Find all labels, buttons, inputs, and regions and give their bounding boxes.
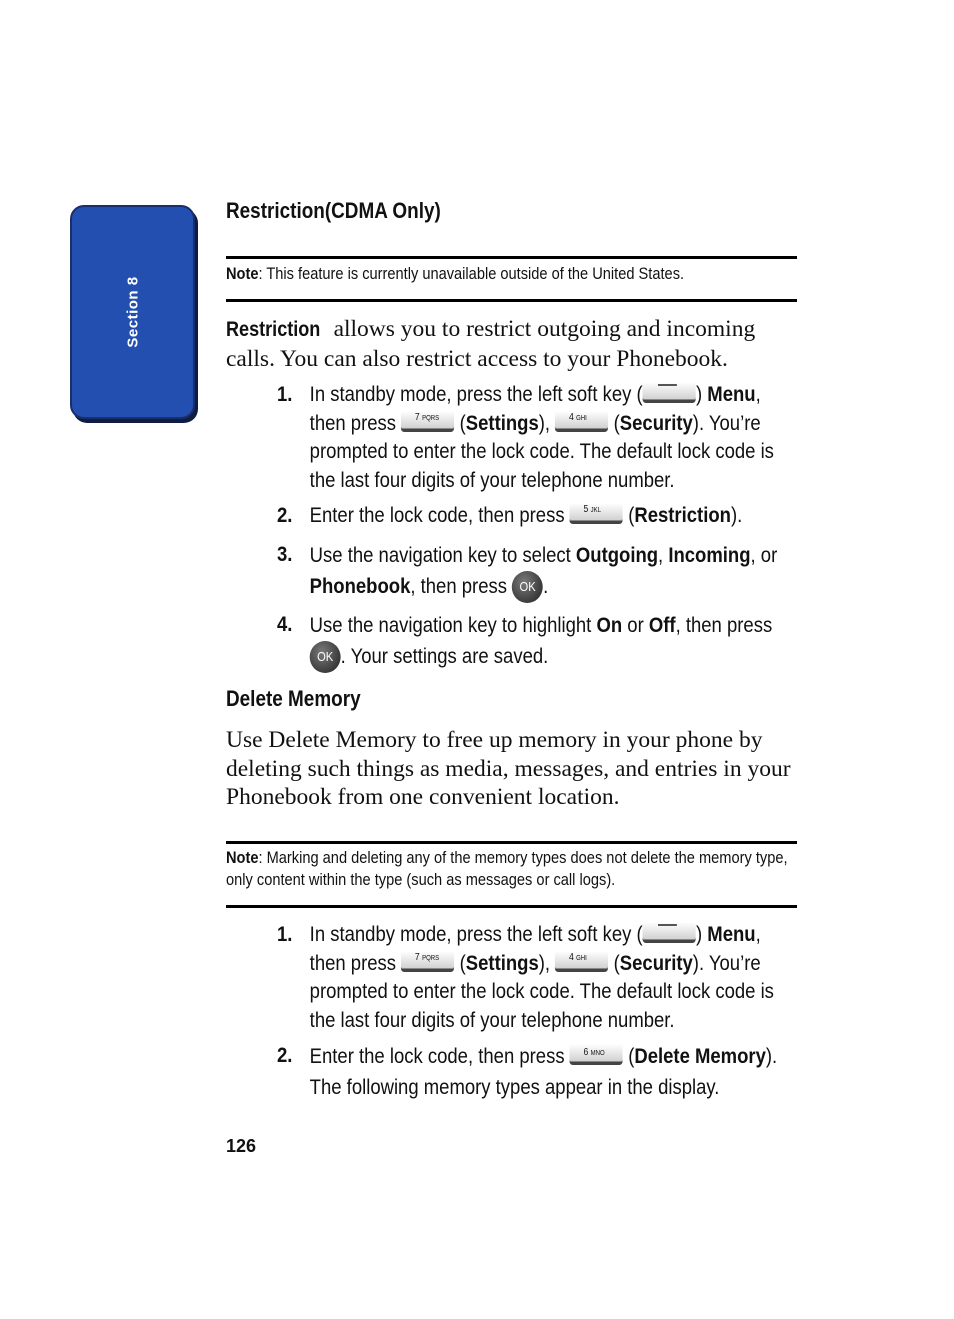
off-label: Off — [648, 613, 676, 637]
key-4-icon: 4 GHI — [555, 951, 608, 972]
step-number: 2. — [277, 1043, 293, 1067]
step-text: then press — [309, 950, 397, 975]
settings-label: Settings — [465, 950, 539, 975]
note-text: : This feature is currently unavailable outside of the United States. — [258, 264, 685, 283]
step-text: In standby mode, press the left soft key ( — [309, 922, 643, 946]
restriction-note — [226, 263, 794, 285]
security-label: Security — [619, 950, 693, 975]
step-text: ). You’re prompted to enter the lock code. The default lock code is the last four digits of your telephone number. — [309, 410, 774, 492]
step-number: 1. — [277, 382, 293, 406]
step-text: Enter the lock code, then press — [309, 1044, 565, 1068]
step-number: 4. — [277, 612, 293, 636]
delete-memory-label: Delete Memory — [634, 1044, 766, 1068]
left-soft-key-icon — [643, 382, 696, 403]
phonebook-label: Phonebook — [309, 574, 411, 598]
restriction-label: Restriction — [634, 503, 731, 527]
note-rule-top — [226, 256, 797, 259]
step-text: Use the navigation key to highlight — [309, 613, 592, 637]
note-label: Note — [226, 264, 259, 283]
settings-label: Settings — [465, 410, 539, 435]
incoming-label: Incoming — [668, 543, 751, 567]
step-text: . Your settings are saved. — [340, 644, 549, 668]
note-rule-bottom — [226, 299, 797, 302]
restriction-heading: Restriction(CDMA Only) — [226, 198, 441, 223]
key-7-icon: 7 PQRS — [401, 411, 454, 432]
step-number: 3. — [277, 542, 293, 566]
page-number: 126 — [226, 1136, 257, 1156]
menu-label: Menu — [707, 382, 756, 406]
note-text: : Marking and deleting any of the memory types does not delete the memory type, only content within the type (such as messages or call logs). — [226, 848, 788, 889]
key-6-icon: 6 MNO — [570, 1044, 623, 1065]
note-rule-bottom — [226, 905, 797, 908]
step-number: 1. — [277, 922, 293, 946]
step-text: In standby mode, press the left soft key ( — [309, 382, 643, 406]
section-label: Section 8 — [124, 276, 141, 348]
step-text: Enter the lock code, then press — [309, 503, 565, 527]
ok-key-icon: OK — [512, 571, 543, 603]
ok-key-icon: OK — [310, 641, 341, 673]
delete-memory-heading: Delete Memory — [226, 686, 361, 711]
step-number: 2. — [277, 503, 293, 527]
key-7-icon: 7 PQRS — [401, 951, 454, 972]
step-text: ). You’re prompted to enter the lock code. The default lock code is the last four digits of your telephone number. — [309, 950, 774, 1032]
left-soft-key-icon — [643, 922, 696, 943]
menu-label: Menu — [707, 922, 756, 946]
security-label: Security — [619, 410, 693, 435]
intro-text: allows you to restrict outgoing and incoming calls. You can also restrict access to your Phonebook. — [226, 316, 756, 372]
delete-memory-note — [226, 847, 794, 891]
note-rule-top — [226, 841, 797, 844]
key-5-icon: 5 JKL — [570, 503, 623, 524]
step-text: Use the navigation key to select — [309, 543, 571, 567]
restriction-intro — [226, 315, 796, 373]
step-text: then press — [309, 410, 397, 435]
key-4-icon: 4 GHI — [555, 411, 608, 432]
note-label: Note — [226, 848, 259, 867]
step-text: , then press — [675, 613, 773, 637]
outgoing-label: Outgoing — [575, 543, 659, 567]
section-tab — [70, 205, 195, 419]
intro-bold: Restriction — [226, 318, 321, 341]
on-label: On — [596, 613, 623, 637]
delete-memory-intro: Use Delete Memory to free up memory in your phone by deleting such things as media, messages, and entries in your Phonebook from one convenient location. — [226, 727, 791, 810]
step-text: The following memory types appear in the display. — [309, 1075, 720, 1099]
step-text: , then press — [410, 574, 507, 598]
